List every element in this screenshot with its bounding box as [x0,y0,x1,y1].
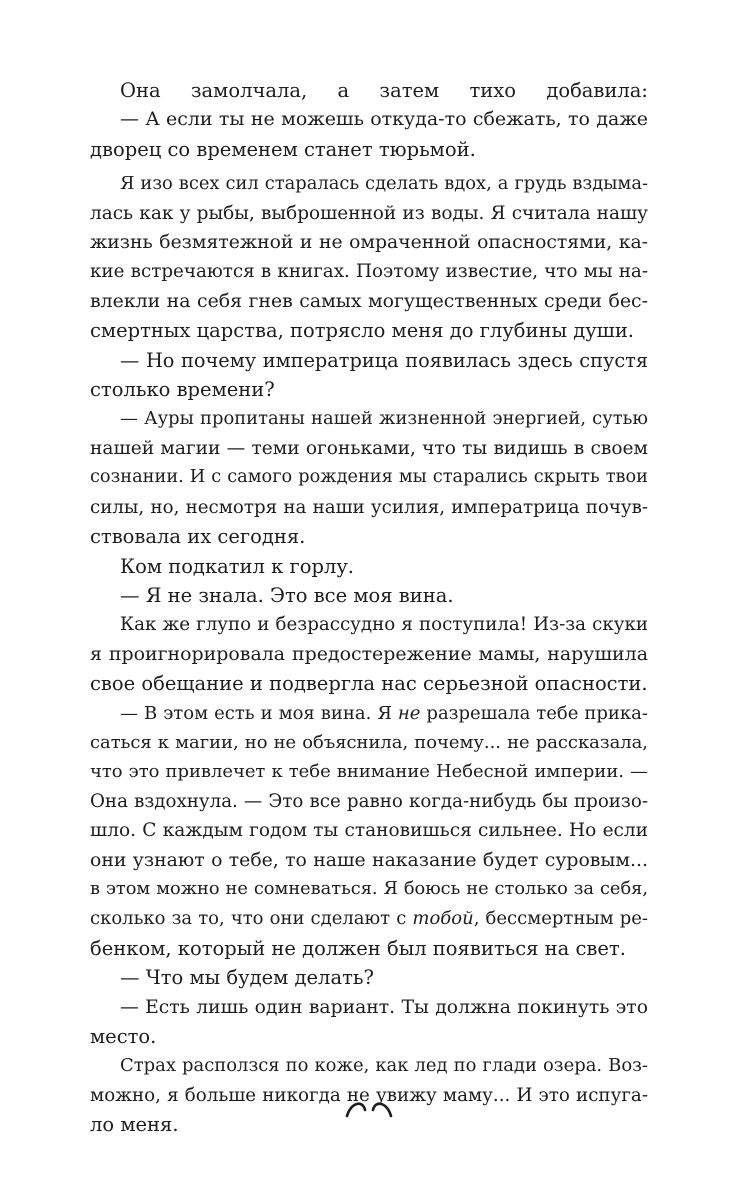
text-line: — Но почему императрица появилась здесь спустя [120,348,648,372]
text-line: силы, но, несмотря на наши усилия, императрица почув- [90,496,648,518]
text-line: — Что мы будем делать? [120,966,374,990]
text-line: можно, я больше никогда не увижу маму... И это испуга- [90,1084,648,1106]
text-line: нашей магии — теми огоньками, что ты видишь в своем [90,437,648,459]
text-line: ло меня. [90,1113,179,1137]
text-line: Как же глупо и безрассудно я поступила! Из-за скуки [120,614,648,636]
text-line: столько времени? [90,378,275,402]
italic-word: тобой [412,908,474,930]
text-line: они узнают о тебе, то наше наказание будет суровым... [90,849,648,871]
text-line: смертных царства, потрясло меня до глубины души. [90,319,635,343]
text-line: Страх расползся по коже, как лед по глади озера. Воз- [120,1055,648,1077]
text-line: в этом можно не сомневаться. Я боюсь не столько за себя, [90,878,648,899]
book-page-text [90,76,648,1140]
text-line: Она замолчала, а затем тихо добавила: [120,79,648,102]
text-line: Я изо всех сил старалась сделать вдох, а грудь вздыма- [120,173,648,195]
text-line: жизнь безмятежной и не омраченной опасностями, ка- [90,232,648,254]
text-fragment: разрешала тебе прика- [420,702,648,724]
text-line: лась как у рыбы, выброшенной из воды. Я считала нашу [90,202,648,224]
text-line: саться к магии, но не объяснила, почему... не рассказала, [90,731,648,753]
text-fragment: — В этом есть и моя вина. Я [120,702,398,724]
text-line: Ком подкатил к горлу. [120,554,355,578]
text-fragment: сколько за то, что они сделают с [90,908,413,930]
text-line: свое обещание и подвергла нас серьезной опасности. [90,672,648,696]
text-line: — Есть лишь один вариант. Ты должна покинуть это [120,996,648,1018]
text-line [90,904,648,933]
text-line: место. [90,1025,157,1048]
text-line: кие встречаются в книгах. Поэтому известие, что мы на- [90,261,648,283]
text-line: сознании. И с самого рождения мы старались скрыть твои [90,467,648,488]
ornament-swirl-icon [329,1088,409,1118]
text-line: дворец со временем станет тюрьмой. [90,137,476,161]
text-line: — Я не знала. Это все моя вина. [120,583,454,607]
text-line: шло. С каждым годом ты становишься сильнее. Но если [90,820,648,842]
text-line: бенком, который не должен был появиться на свет. [90,936,626,960]
text-line: Она вздохнула. — Это все равно когда-нибудь бы произо- [90,790,648,812]
text-line: — А если ты не можешь откуда-то сбежать, то даже [120,108,648,131]
section-ornament-icon [0,1088,738,1118]
text-line: — Ауры пропитаны нашей жизненной энергией, сутью [120,408,648,430]
text-line: ствовала их сегодня. [90,525,306,549]
text-line: влекли на себя гнев самых могущественных среди бес- [90,289,648,312]
text-line: я проигнорировала предостережение мамы, нарушила [90,642,648,665]
text-fragment: , бессмертным ре- [473,908,649,930]
text-line [90,699,648,728]
italic-word: не [397,702,421,724]
text-line: что это привлечет к тебе внимание Небесной империи. — [90,761,648,783]
